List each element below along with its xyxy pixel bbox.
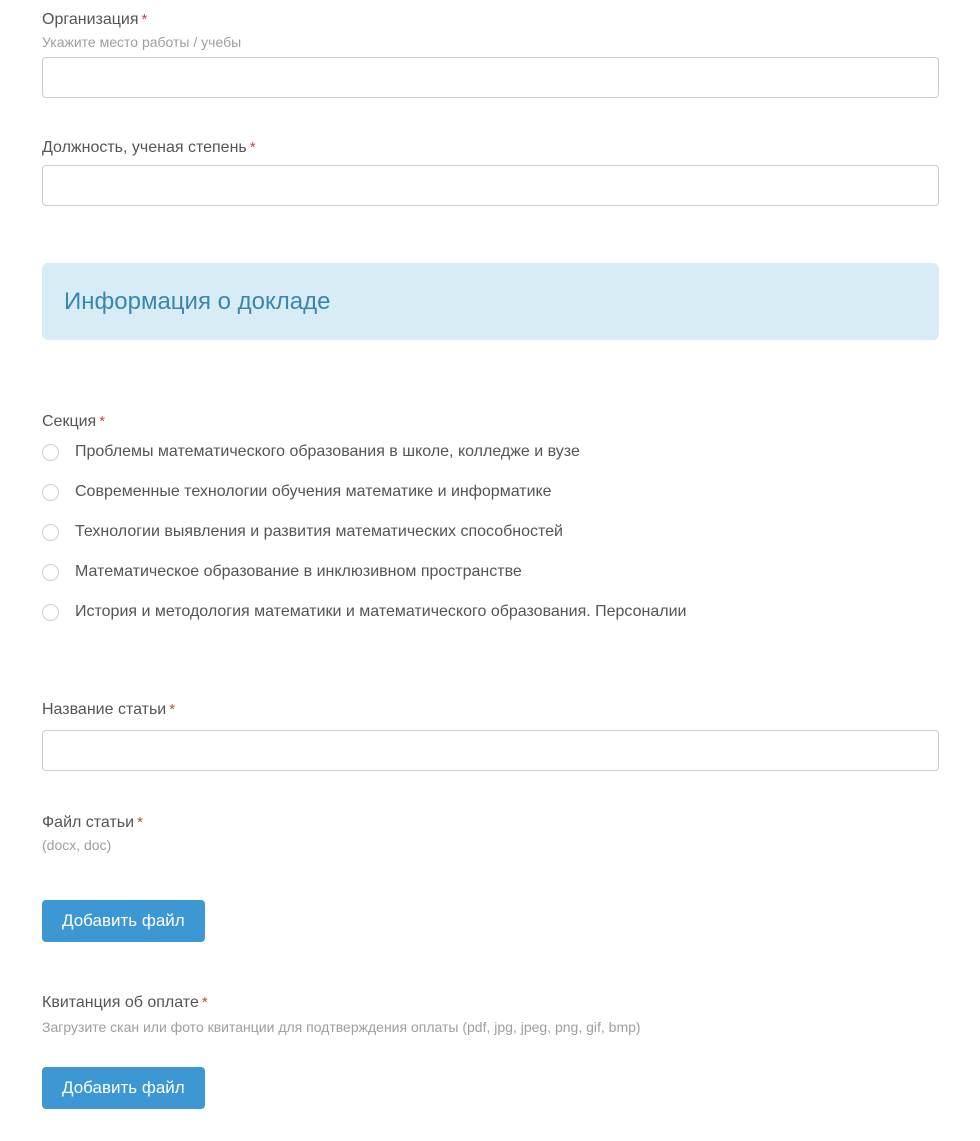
payment-receipt-label [42,993,939,1013]
required-asterisk: * [141,11,148,28]
section-label-text: Секция [42,413,97,430]
organization-label-text: Организация [42,11,139,28]
radio-button-icon[interactable] [42,564,59,581]
payment-receipt-hint: Загрузите скан или фото квитанции для подтверждения оплаты (pdf, jpg, jpeg, png, gif, bmp) [42,1019,641,1035]
article-file-label-text: Файл статьи [42,814,135,831]
radio-button-icon[interactable] [42,604,59,621]
radio-button-icon[interactable] [42,524,59,541]
payment-receipt-add-button[interactable]: Добавить файл [42,1067,205,1109]
organization-input[interactable] [42,57,939,98]
section-option-5-label[interactable]: История и методология математики и математического образования. Персоналии [75,603,687,620]
section-option-3-label[interactable]: Технологии выявления и развития математических способностей [75,523,563,540]
section-radio-group [42,442,939,622]
report-info-banner-title: Информация о докладе [64,287,331,315]
position-label-text: Должность, ученая степень [42,139,247,156]
required-asterisk: * [137,814,143,831]
article-title-label [42,700,939,720]
required-asterisk: * [99,413,106,430]
required-asterisk: * [169,701,176,718]
radio-button-icon[interactable] [42,444,59,461]
article-file-label [42,813,939,833]
organization-hint: Укажите место работы / учебы [42,34,242,50]
position-input[interactable] [42,165,939,206]
section-option-3[interactable] [42,522,939,542]
section-option-2[interactable] [42,482,939,502]
section-label [42,412,939,432]
article-title-input[interactable] [42,730,939,771]
section-option-4-label[interactable]: Математическое образование в инклюзивном пространстве [75,563,522,580]
position-label [42,138,939,158]
radio-button-icon[interactable] [42,484,59,501]
article-file-hint: (docx, doc) [42,837,112,853]
section-option-2-label[interactable]: Современные технологии обучения математике и информатике [75,483,552,500]
article-title-label-text: Название статьи [42,701,167,718]
required-asterisk: * [201,994,208,1011]
organization-label [42,10,939,30]
article-file-add-button[interactable]: Добавить файл [42,900,205,942]
section-option-4[interactable] [42,562,939,582]
section-option-1[interactable] [42,442,939,462]
section-option-5[interactable] [42,602,939,622]
required-asterisk: * [249,139,256,156]
section-option-1-label[interactable]: Проблемы математического образования в школе, колледже и вузе [75,443,580,460]
payment-receipt-label-text: Квитанция об оплате [42,994,199,1011]
report-info-banner [42,263,939,340]
